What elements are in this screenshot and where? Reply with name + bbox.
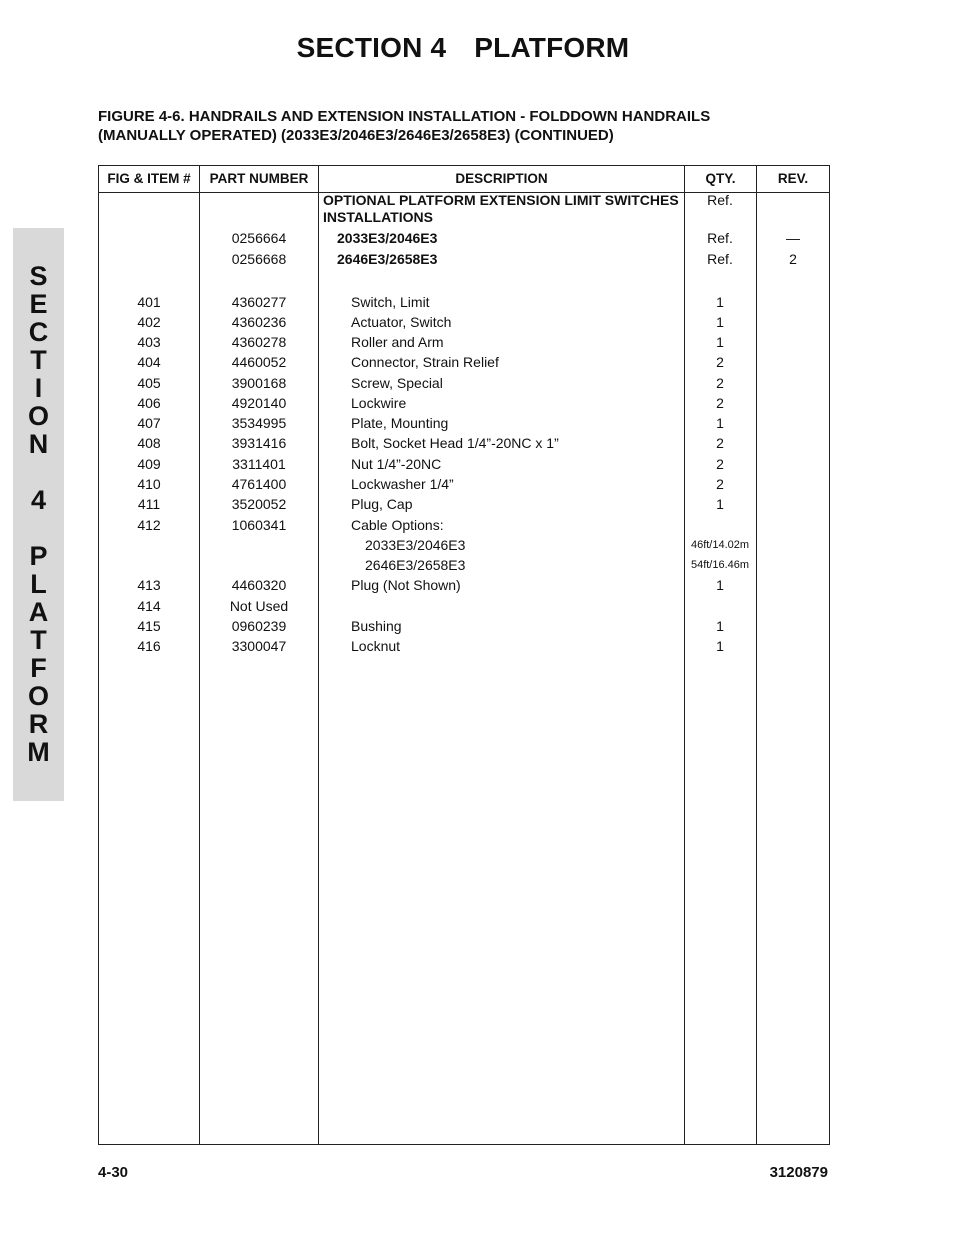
cell-item-number: 407 — [137, 415, 161, 431]
header-qty: QTY. — [705, 171, 736, 186]
cell-item-number: 408 — [137, 435, 161, 451]
cell-qty: 54ft/16.46m — [690, 559, 750, 571]
header-description: DESCRIPTION — [455, 171, 548, 186]
cell-item-number: 403 — [137, 334, 161, 350]
cell-qty: 2 — [716, 476, 724, 492]
cell-description: Connector, Strain Relief — [351, 354, 499, 370]
cell-description: Plug (Not Shown) — [351, 577, 461, 593]
cell-description: OPTIONAL PLATFORM EXTENSION LIMIT SWITCHES INSTALLATIONS — [323, 192, 679, 225]
side-tab-letter: 4 — [30, 485, 47, 515]
cell-part-number: 3900168 — [231, 375, 287, 391]
column-divider — [756, 166, 757, 1144]
cell-qty: 1 — [716, 334, 724, 350]
section-title — [0, 32, 926, 64]
figure-title — [98, 107, 818, 145]
side-tab-letter: N — [28, 429, 49, 459]
cell-part-number: Not Used — [229, 598, 289, 614]
side-tab-letter: R — [28, 709, 49, 739]
section-name: PLATFORM — [474, 32, 630, 63]
cell-item-number: 416 — [137, 638, 161, 654]
side-tab-letter: T — [30, 625, 47, 655]
side-tab-letter: O — [27, 401, 49, 431]
section-label: SECTION 4 — [296, 32, 447, 63]
cell-qty: 1 — [716, 314, 724, 330]
figure-title-line1: FIGURE 4-6. HANDRAILS AND EXTENSION INSTALLATION - FOLDDOWN HANDRAILS — [98, 108, 711, 125]
side-tab-letter: L — [30, 569, 47, 599]
side-tab-letters — [13, 262, 64, 766]
cell-item-number: 404 — [137, 354, 161, 370]
side-tab-letter: E — [29, 289, 48, 319]
side-tab-letter: A — [28, 597, 49, 627]
cell-description: Plate, Mounting — [351, 415, 449, 431]
cell-rev: 2 — [789, 251, 797, 267]
parts-table — [98, 165, 830, 1145]
cell-qty: 1 — [716, 577, 724, 593]
cell-qty: 2 — [716, 435, 724, 451]
header-part-number: PART NUMBER — [209, 171, 309, 186]
cell-part-number: 1060341 — [231, 517, 287, 533]
cell-item-number: 412 — [137, 517, 161, 533]
column-divider — [684, 166, 685, 1144]
side-tab-letter: T — [30, 345, 47, 375]
cell-description: Roller and Arm — [351, 334, 444, 350]
cell-description: Nut 1/4”-20NC — [351, 456, 442, 472]
cell-description: Lockwire — [351, 395, 407, 411]
cell-qty: 1 — [716, 496, 724, 512]
cell-qty: 1 — [716, 294, 724, 310]
figure-title-line2: (MANUALLY OPERATED) (2033E3/2046E3/2646E3/2658E3) (CONTINUED) — [98, 127, 614, 144]
page-number: 4-30 — [98, 1164, 129, 1181]
cell-part-number: 4460320 — [231, 577, 287, 593]
side-tab-letter: F — [30, 653, 47, 683]
cell-item-number: 410 — [137, 476, 161, 492]
cell-part-number: 4920140 — [231, 395, 287, 411]
side-tab-letter: C — [28, 317, 49, 347]
side-tab-letter: M — [27, 737, 50, 767]
cell-item-number: 401 — [137, 294, 161, 310]
header-rev: REV. — [777, 171, 809, 186]
cell-description: 2033E3/2046E3 — [337, 230, 438, 246]
side-tab-letter: I — [34, 373, 43, 403]
cell-qty: 2 — [716, 375, 724, 391]
cell-description: Bolt, Socket Head 1/4”-20NC x 1” — [351, 435, 559, 451]
side-tab-letter: P — [29, 541, 48, 571]
cell-description: 2646E3/2658E3 — [337, 251, 438, 267]
cell-qty: 1 — [716, 638, 724, 654]
cell-item-number: 415 — [137, 618, 161, 634]
cell-item-number: 406 — [137, 395, 161, 411]
cell-item-number: 413 — [137, 577, 161, 593]
cell-description: Screw, Special — [351, 375, 443, 391]
cell-part-number: 0256668 — [231, 251, 287, 267]
cell-qty: 1 — [716, 618, 724, 634]
cell-description: Plug, Cap — [351, 496, 413, 512]
cell-part-number: 4360236 — [231, 314, 287, 330]
cell-part-number: 3311401 — [232, 456, 286, 472]
document-number: 3120879 — [769, 1164, 828, 1181]
cell-part-number: 3534995 — [231, 415, 287, 431]
cell-qty: 46ft/14.02m — [690, 539, 750, 551]
cell-description: 2646E3/2658E3 — [365, 557, 466, 573]
cell-description: Actuator, Switch — [351, 314, 452, 330]
cell-qty: 2 — [716, 354, 724, 370]
section-side-tab — [13, 228, 64, 801]
cell-part-number: 3520052 — [231, 496, 287, 512]
column-divider — [318, 166, 319, 1144]
cell-description: Cable Options: — [351, 517, 444, 533]
cell-qty: Ref. — [707, 230, 733, 246]
cell-qty: 2 — [716, 456, 724, 472]
cell-item-number: 414 — [137, 598, 161, 614]
cell-qty: Ref. — [707, 192, 733, 208]
cell-description: Bushing — [351, 618, 402, 634]
side-tab-letter: O — [27, 681, 49, 711]
cell-part-number: 4360277 — [231, 294, 287, 310]
header-fig-item: FIG & ITEM # — [107, 171, 191, 186]
cell-qty: 1 — [716, 415, 724, 431]
cell-part-number: 3300047 — [231, 638, 287, 654]
side-tab-letter: S — [29, 261, 48, 291]
cell-item-number: 405 — [137, 375, 161, 391]
cell-item-number: 411 — [137, 496, 161, 512]
cell-description: Lockwasher 1/4” — [351, 476, 454, 492]
cell-part-number: 4761400 — [231, 476, 287, 492]
cell-part-number: 0960239 — [231, 618, 287, 634]
column-divider — [199, 166, 200, 1144]
cell-item-number: 402 — [137, 314, 161, 330]
cell-part-number: 0256664 — [231, 230, 287, 246]
cell-description: Switch, Limit — [351, 294, 430, 310]
cell-part-number: 4460052 — [231, 354, 287, 370]
cell-item-number: 409 — [137, 456, 161, 472]
cell-part-number: 3931416 — [231, 435, 287, 451]
cell-part-number: 4360278 — [231, 334, 287, 350]
cell-qty: Ref. — [707, 251, 733, 267]
cell-description: Locknut — [351, 638, 401, 654]
cell-description: 2033E3/2046E3 — [365, 537, 466, 553]
cell-qty: 2 — [716, 395, 724, 411]
cell-rev: — — [786, 230, 800, 246]
